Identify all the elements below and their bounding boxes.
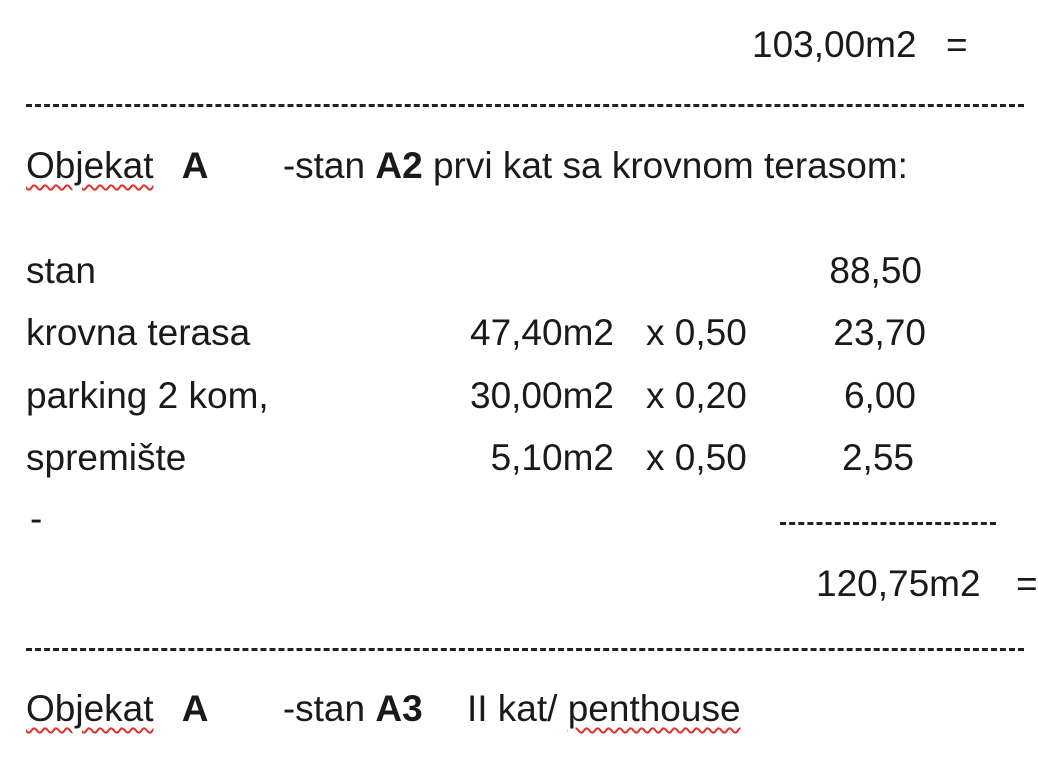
row-area: 30,00m2 bbox=[470, 375, 614, 416]
separator-line bbox=[26, 648, 1024, 651]
row-result: 88,50 bbox=[829, 250, 922, 291]
row-factor: x 0,20 bbox=[646, 375, 747, 416]
subtotal-rule bbox=[780, 522, 996, 525]
unit-description-penthouse: penthouse bbox=[567, 688, 741, 729]
row-label: krovna terasa bbox=[26, 312, 251, 353]
subtotal-marker: - bbox=[30, 498, 43, 539]
section-a3-heading bbox=[26, 688, 741, 730]
unit-description: II kat/ bbox=[466, 688, 558, 729]
row-result: 23,70 bbox=[833, 312, 926, 353]
row-result: 2,55 bbox=[841, 437, 914, 478]
unit-id: A3 bbox=[375, 688, 423, 729]
object-id: A bbox=[181, 688, 209, 729]
row-factor: x 0,50 bbox=[646, 437, 747, 478]
row-label: parking 2 kom, bbox=[26, 375, 269, 416]
object-id: A bbox=[181, 145, 209, 186]
unit-prefix: -stan bbox=[282, 145, 366, 186]
row-result: 6,00 bbox=[843, 375, 916, 416]
object-label: Objekat bbox=[26, 145, 154, 186]
unit-id: A2 bbox=[375, 145, 423, 186]
row-factor: x 0,50 bbox=[646, 312, 747, 353]
row-area: 5,10m2 bbox=[490, 437, 614, 478]
row-area: 47,40m2 bbox=[470, 312, 614, 353]
subtotal-equals: = bbox=[1016, 563, 1038, 604]
top-total-equals: = bbox=[946, 24, 968, 65]
separator-line bbox=[26, 104, 1024, 107]
unit-prefix: -stan bbox=[282, 688, 366, 729]
object-label: Objekat bbox=[26, 688, 154, 729]
section-a2-heading bbox=[26, 145, 908, 187]
unit-description: prvi kat sa krovnom terasom: bbox=[432, 145, 908, 186]
subtotal-value: 120,75m2 bbox=[816, 563, 981, 604]
top-total-value: 103,00m2 bbox=[752, 24, 917, 65]
row-label: stan bbox=[26, 250, 96, 291]
row-label: spremište bbox=[26, 437, 187, 478]
